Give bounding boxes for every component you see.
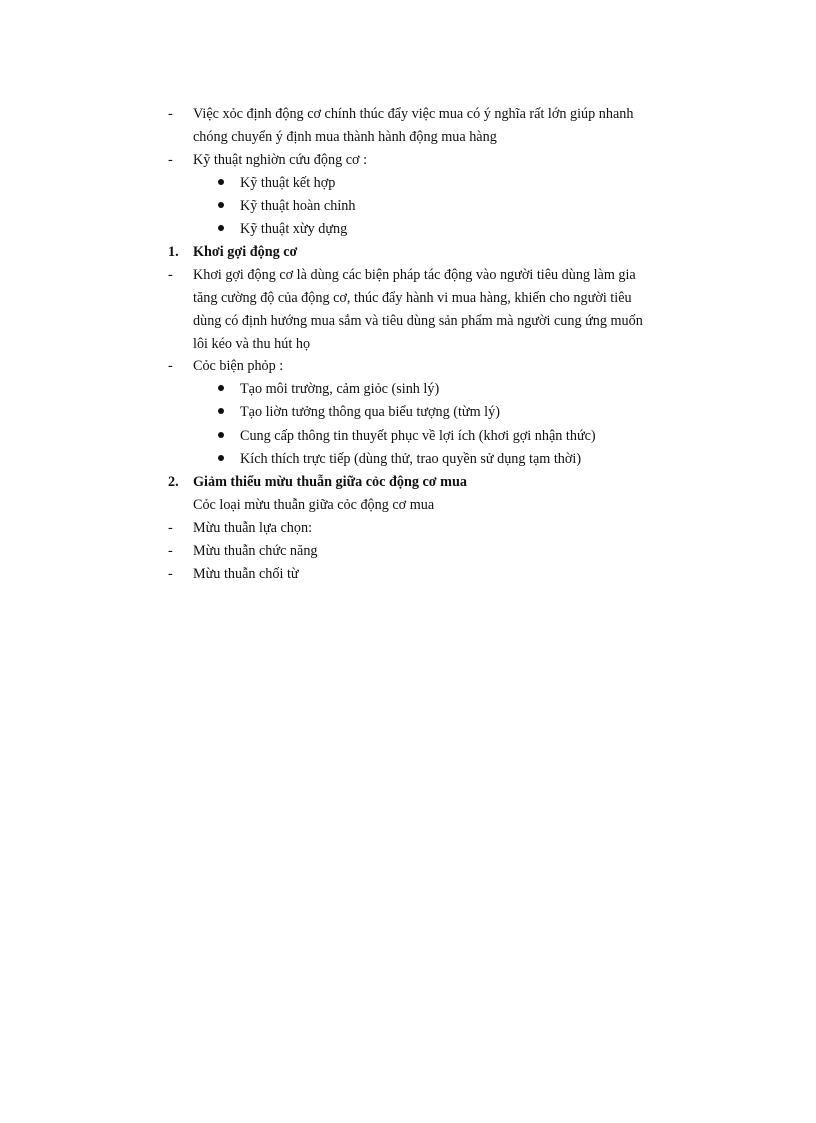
dash-marker: - [168,566,173,582]
paragraph-line: tăng cường độ của động cơ, thúc đẩy hành vi mua hàng, khiến cho người tiêu [193,290,632,306]
heading-number: 1. [168,244,179,260]
dash-marker: - [168,267,173,283]
bullet-icon [218,202,224,208]
paragraph-line: Cỏc biện phỏp : [193,358,284,374]
bullet-icon [218,225,224,231]
bullet-item: Kích thích trực tiếp (dùng thử, trao quyền sử dụng tạm thời) [240,451,582,467]
paragraph-line: Khơi gợi động cơ là dùng các biện pháp tác động vào người tiêu dùng làm gia [193,267,636,283]
dash-marker: - [168,520,173,536]
bullet-item: Kỹ thuật kết hợp [240,175,336,191]
bullet-icon [218,179,224,185]
dash-marker: - [168,106,173,122]
heading-number: 2. [168,474,179,490]
bullet-icon [218,408,224,414]
dash-marker: - [168,358,173,374]
bullet-item: Tạo liờn tưởng thông qua biểu tượng (từm lý) [240,404,500,420]
paragraph-line: Mừu thuẫn chức năng [193,543,318,559]
paragraph-line: Cỏc loại mừu thuẫn giữa cỏc động cơ mua [193,497,435,513]
dash-marker: - [168,152,173,168]
paragraph-line: Mừu thuẫn chối từ [193,566,299,582]
paragraph-line: lôi kéo và thu hút họ [193,336,311,352]
bullet-item: Kỹ thuật hoàn chỉnh [240,198,356,214]
section-heading: Khơi gợi động cơ [193,244,298,260]
bullet-icon [218,432,224,438]
bullet-item: Cung cấp thông tin thuyết phục về lợi ích (khơi gợi nhận thức) [240,428,596,444]
bullet-icon [218,385,224,391]
bullet-item: Kỹ thuật xừy dựng [240,221,348,237]
paragraph-line: Kỹ thuật nghiờn cứu động cơ : [193,152,368,168]
paragraph-line: chóng chuyển ý định mua thành hành động mua hàng [193,129,497,145]
paragraph-line: Mừu thuẫn lựa chọn: [193,520,313,536]
paragraph-line: Việc xỏc định động cơ chính thúc đẩy việc mua có ý nghĩa rất lớn giúp nhanh [193,106,634,122]
bullet-icon [218,455,224,461]
dash-marker: - [168,543,173,559]
paragraph-line: dùng có định hướng mua sắm và tiêu dùng sản phẩm mà người cung ứng muốn [193,313,643,329]
section-heading: Giảm thiểu mừu thuẫn giữa cỏc động cơ mua [193,474,467,490]
bullet-item: Tạo môi trường, cảm giỏc (sinh lý) [240,381,440,397]
